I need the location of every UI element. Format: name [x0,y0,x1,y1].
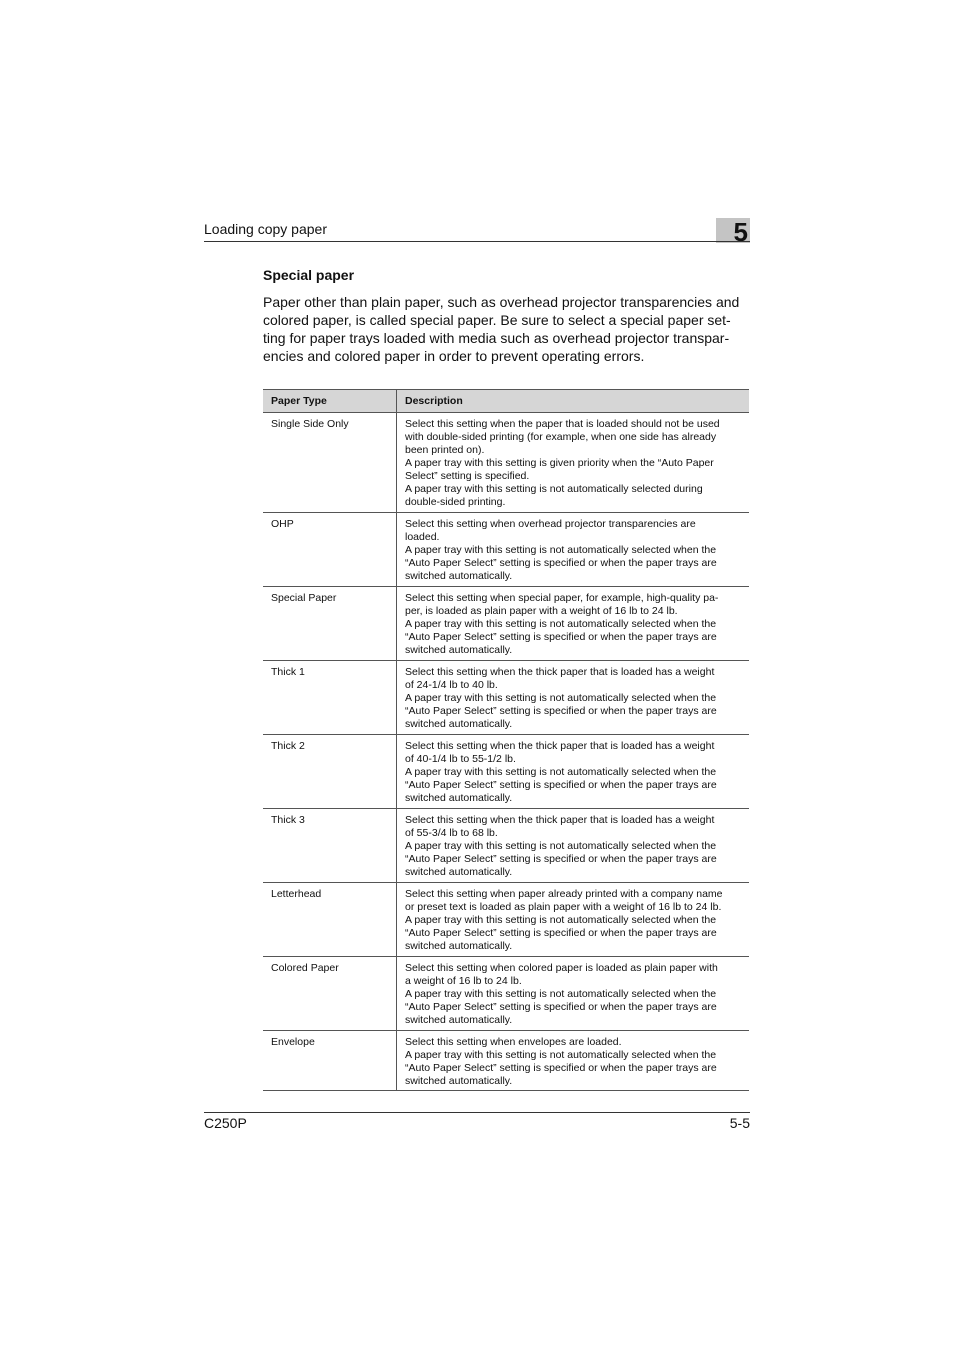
description-line: switched automatically. [405,644,513,656]
table-row [263,661,749,735]
description-line: switched automatically. [405,940,513,952]
chapter-number: 5 [733,217,748,247]
description-line: Select this setting when the thick paper that is loaded has a weight [405,666,715,678]
description-line: “Auto Paper Select” setting is specified or when the paper trays are [405,1062,717,1074]
paper-type-cell: Thick 2 [263,735,397,809]
table-row [263,883,749,957]
description-line: Select this setting when the thick paper that is loaded has a weight [405,814,715,826]
description-line: double-sided printing. [405,496,506,508]
description-line: A paper tray with this setting is not automatically selected when the [405,840,717,852]
intro-line: Paper other than plain paper, such as overhead projector transparencies and [263,294,740,310]
section-heading: Special paper [263,267,355,283]
description-line: “Auto Paper Select” setting is specified or when the paper trays are [405,853,717,865]
description-line: A paper tray with this setting is not automatically selected when the [405,914,717,926]
column-header-paper-type: Paper Type [263,390,397,413]
table-row [263,513,749,587]
table-row [263,413,749,513]
description-line: “Auto Paper Select” setting is specified or when the paper trays are [405,705,717,717]
description-cell [397,957,750,1031]
paper-type-cell: Thick 1 [263,661,397,735]
paper-type-table [263,389,749,1091]
description-line: switched automatically. [405,792,513,804]
intro-line: ting for paper trays loaded with media such as overhead projector transpar- [263,330,730,346]
description-line: Select this setting when paper already printed with a company name [405,888,723,900]
description-line: A paper tray with this setting is given priority when the “Auto Paper [405,457,714,469]
paper-type-cell: Letterhead [263,883,397,957]
table-row [263,809,749,883]
footer-model: C250P [204,1115,247,1131]
description-line: A paper tray with this setting is not automatically selected when the [405,544,717,556]
description-cell [397,413,750,513]
paper-type-cell: Special Paper [263,587,397,661]
description-line: switched automatically. [405,570,513,582]
table-row [263,1031,749,1091]
description-line: of 24-1/4 lb to 40 lb. [405,679,498,691]
description-line: switched automatically. [405,1014,513,1026]
description-line: A paper tray with this setting is not automatically selected when the [405,618,717,630]
description-line: Select this setting when the paper that is loaded should not be used [405,418,720,430]
description-cell [397,587,750,661]
paper-type-cell: Single Side Only [263,413,397,513]
description-cell [397,513,750,587]
description-line: loaded. [405,531,440,543]
description-line: Select this setting when envelopes are loaded. [405,1036,622,1048]
description-line: A paper tray with this setting is not automatically selected when the [405,988,717,1000]
header-rule [204,241,750,242]
description-line: per, is loaded as plain paper with a weight of 16 lb to 24 lb. [405,605,678,617]
intro-line: encies and colored paper in order to prevent operating errors. [263,348,645,364]
description-line: with double-sided printing (for example, when one side has already [405,431,717,443]
description-line: or preset text is loaded as plain paper with a weight of 16 lb to 24 lb. [405,901,722,913]
paper-type-cell: OHP [263,513,397,587]
description-line: Select” setting is specified. [405,470,530,482]
description-line: Select this setting when colored paper is loaded as plain paper with [405,962,718,974]
paper-type-cell: Envelope [263,1031,397,1091]
description-cell [397,809,750,883]
table-row [263,587,749,661]
description-line: A paper tray with this setting is not automatically selected when the [405,1049,717,1061]
description-line: “Auto Paper Select” setting is specified or when the paper trays are [405,1001,717,1013]
description-line: A paper tray with this setting is not automatically selected when the [405,692,717,704]
description-line: “Auto Paper Select” setting is specified or when the paper trays are [405,779,717,791]
table-row [263,735,749,809]
description-cell [397,661,750,735]
description-line: switched automatically. [405,1075,513,1087]
chapter-tab [716,217,750,247]
description-line: of 40-1/4 lb to 55-1/2 lb. [405,753,516,765]
description-line: Select this setting when the thick paper that is loaded has a weight [405,740,715,752]
paper-type-cell: Thick 3 [263,809,397,883]
description-line: A paper tray with this setting is not automatically selected during [405,483,703,495]
paper-type-cell: Colored Paper [263,957,397,1031]
description-line: Select this setting when special paper, for example, high-quality pa- [405,592,719,604]
description-line: a weight of 16 lb to 24 lb. [405,975,522,987]
table-row [263,957,749,1031]
description-line: of 55-3/4 lb to 68 lb. [405,827,498,839]
column-header-description: Description [397,390,750,413]
footer-page-number: 5-5 [729,1115,750,1131]
intro-line: colored paper, is called special paper. Be sure to select a special paper set- [263,312,731,328]
table-header-row [263,390,749,413]
description-line: “Auto Paper Select” setting is specified or when the paper trays are [405,927,717,939]
description-cell [397,1031,750,1091]
description-line: “Auto Paper Select” setting is specified or when the paper trays are [405,557,717,569]
description-cell [397,735,750,809]
footer-rule [204,1112,750,1113]
description-cell [397,883,750,957]
description-line: been printed on). [405,444,485,456]
description-line: Select this setting when overhead projector transparencies are [405,518,696,530]
description-line: A paper tray with this setting is not automatically selected when the [405,766,717,778]
description-line: switched automatically. [405,866,513,878]
table-body [263,413,749,1091]
description-line: switched automatically. [405,718,513,730]
intro-paragraph [263,293,750,365]
description-line: “Auto Paper Select” setting is specified or when the paper trays are [405,631,717,643]
header-title: Loading copy paper [204,221,327,237]
